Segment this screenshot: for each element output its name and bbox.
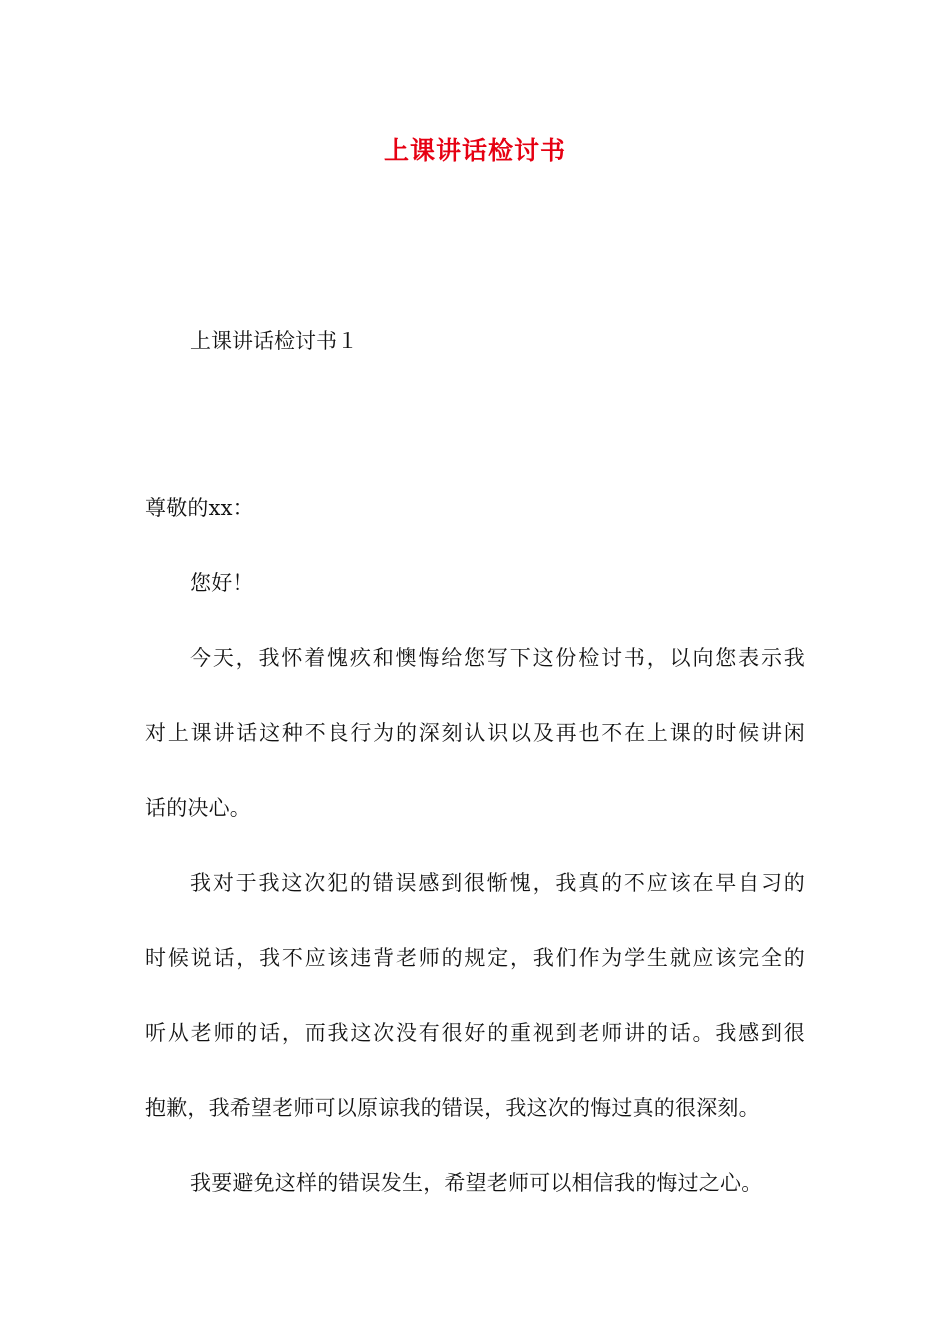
paragraph-2-line-1: 我对于我这次犯的错误感到很惭愧，我真的不应该在早自习的 — [190, 871, 805, 895]
paragraph-1-line-2: 对上课讲话这种不良行为的深刻认识以及再也不在上课的时候讲闲 — [145, 721, 805, 745]
paragraph-1-line-3: 话的决心。 — [145, 796, 251, 820]
paragraph-2-line-2: 时候说话，我不应该违背老师的规定，我们作为学生就应该完全的 — [145, 946, 805, 970]
paragraph-1-line-1: 今天，我怀着愧疚和懊悔给您写下这份检讨书，以向您表示我 — [190, 646, 805, 670]
document-title: 上课讲话检讨书 — [383, 136, 566, 165]
letter-body — [145, 471, 805, 1221]
paragraph-2-line-4: 抱歉，我希望老师可以原谅我的错误，我这次的悔过真的很深刻。 — [145, 1096, 760, 1120]
section-heading: 上课讲话检讨书１ — [190, 329, 358, 353]
salutation: 尊敬的xx： — [145, 496, 254, 520]
paragraph-3-line-1: 我要避免这样的错误发生，希望老师可以相信我的悔过之心。 — [190, 1171, 763, 1195]
greeting: 您好！ — [190, 571, 254, 595]
paragraph-2-line-3: 听从老师的话，而我这次没有很好的重视到老师讲的话。我感到很 — [145, 1021, 805, 1045]
